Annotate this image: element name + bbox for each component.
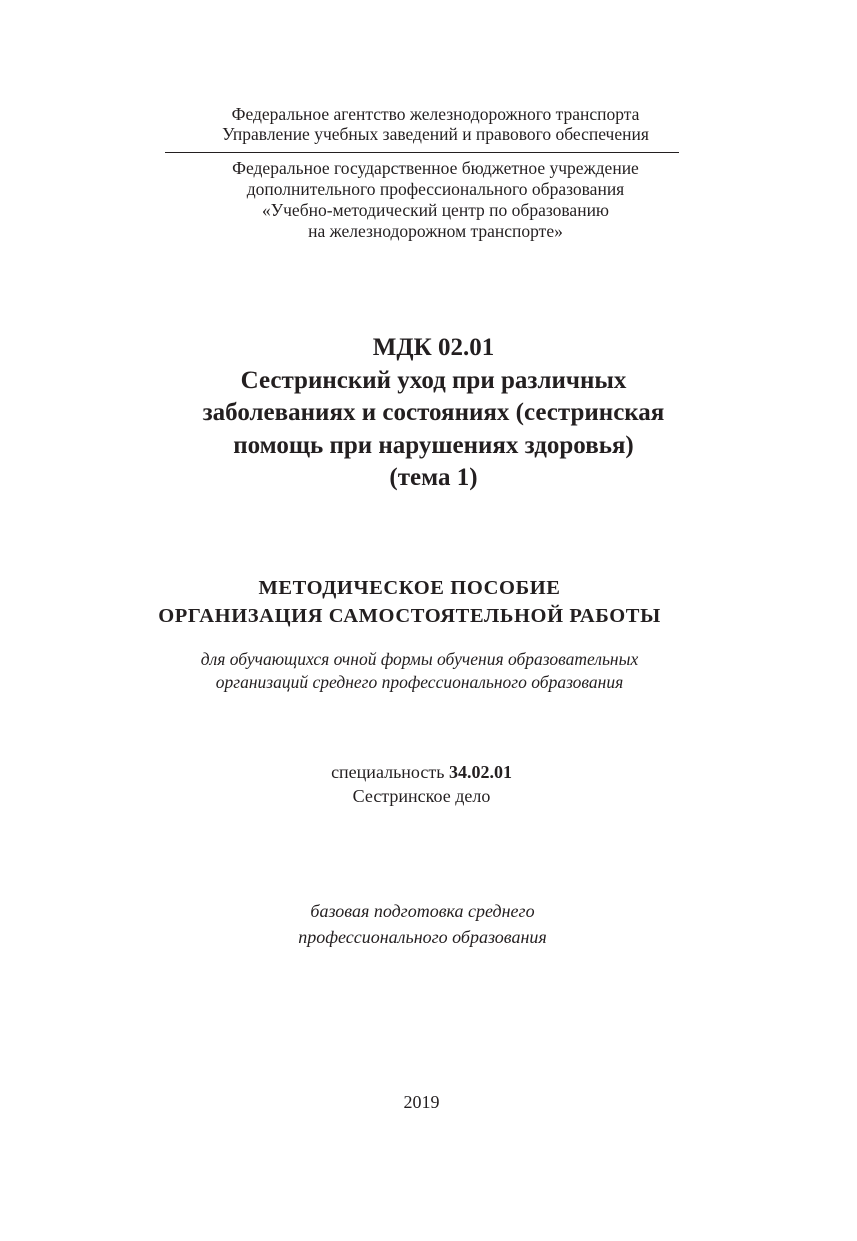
- agency-header: [7, 104, 857, 144]
- title-line: заболеваниях и состояниях (сестринская: [202, 399, 665, 426]
- title-line: (тема 1): [389, 464, 478, 491]
- level-line: базовая подготовка среднего: [310, 901, 535, 921]
- target-audience: [0, 648, 848, 694]
- doctype-line: МЕТОДИЧЕСКОЕ ПОСОБИЕ: [258, 577, 561, 599]
- document-title: [5, 332, 857, 495]
- specialty-name: Сестринское дело: [352, 786, 491, 806]
- audience-line: организаций среднего профессионального образования: [215, 672, 624, 692]
- agency-line: Управление учебных заведений и правового обеспечения: [222, 124, 649, 144]
- education-level: [0, 898, 851, 950]
- specialty-code: 34.02.01: [448, 762, 512, 782]
- level-line: профессионального образования: [298, 927, 547, 947]
- specialty-info: [0, 760, 850, 808]
- doctype-line: ОРГАНИЗАЦИЯ САМОСТОЯТЕЛЬНОЙ РАБОТЫ: [158, 605, 661, 627]
- title-line: помощь при нарушениях здоровья): [233, 431, 634, 459]
- title-line: Сестринский уход при различных: [240, 366, 627, 394]
- title-line: МДК 02.01: [372, 334, 495, 361]
- specialty-label: специальность: [331, 762, 449, 782]
- institution-line: дополнительного профессионального образования: [246, 179, 625, 199]
- document-type: [0, 574, 838, 630]
- institution-line: Федеральное государственное бюджетное учреждение: [232, 158, 639, 178]
- specialty-code-line: [0, 760, 850, 784]
- institution-line: на железнодорожном транспорте»: [308, 221, 563, 241]
- institution-line: «Учебно-методический центр по образованию: [261, 200, 610, 220]
- agency-line: Федеральное агентство железнодорожного транспорта: [231, 104, 640, 124]
- institution-header: [7, 158, 857, 242]
- publication-year: 2019: [403, 1092, 440, 1112]
- header-divider: [165, 152, 679, 153]
- audience-line: для обучающихся очной формы обучения образовательных: [200, 649, 639, 669]
